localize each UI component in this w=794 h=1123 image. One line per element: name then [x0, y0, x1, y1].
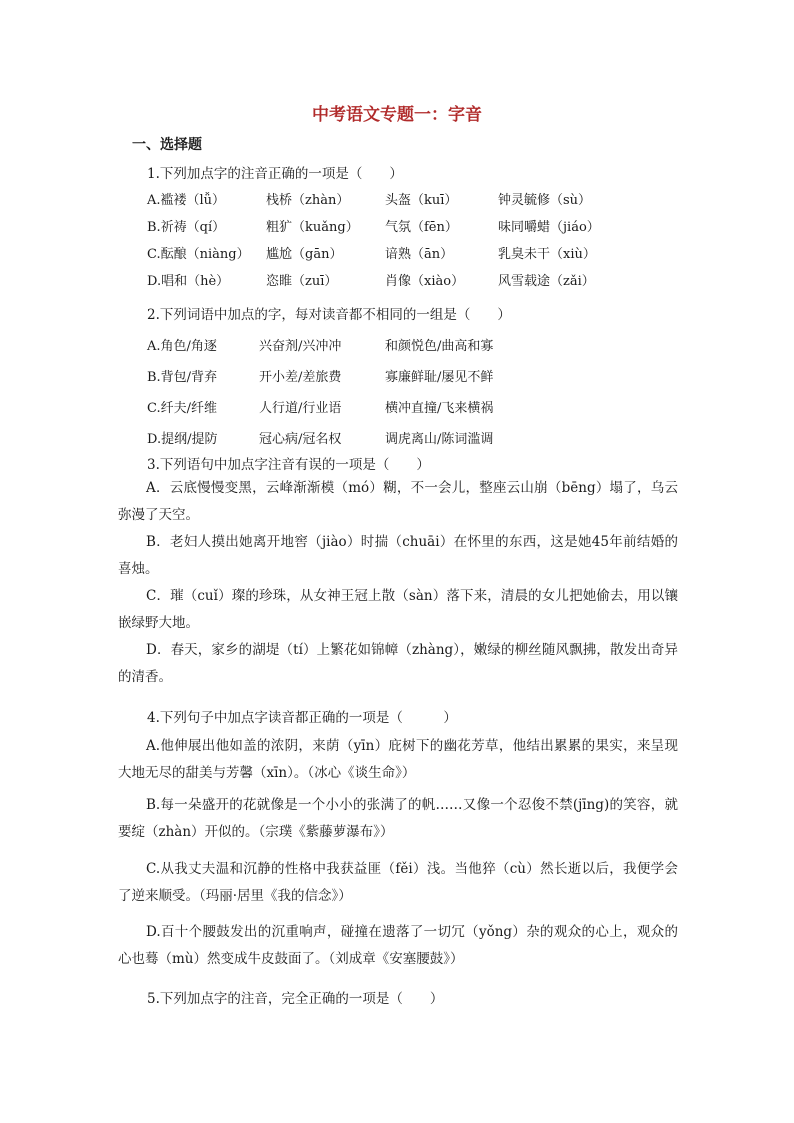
q2-option-cell: A.角色/角逐: [147, 339, 217, 354]
q4-option-a: A.他伸展出他如盖的浓阴，来荫（yīn）庇树下的幽花芳草，他结出累累的果实，来呈现大地无尽的甜美与芳馨（xīn）。（冰心《谈生命》）: [118, 738, 678, 781]
q1-option-cell: 谙熟（ān）: [385, 247, 454, 262]
question-1-stem: 1.下列加点字的注音正确的一项是（ ）: [147, 166, 403, 182]
q2-option-cell: 和颜悦色/曲高和寡: [385, 339, 494, 354]
q4-option-b: B.每一朵盛开的花就像是一个小小的张满了的帆……又像一个忍俊不禁(jīng)的笑容，就要绽（zhàn）开似的。（宗璞《紫藤萝瀑布》）: [118, 797, 678, 840]
q3-option-a: A．云底慢慢变黑，云峰渐渐模（mó）糊，不一会儿，整座云山崩（bēng）塌了，乌云弥漫了天空。: [118, 480, 678, 523]
q2-option-cell: B.背包/背弃: [147, 370, 218, 385]
question-2-stem: 2.下列词语中加点的字，每对读音都不相同的一组是（ ）: [147, 307, 511, 323]
q1-option-cell: 钟灵毓修（sù）: [498, 193, 592, 208]
q1-option-cell: 头盔（kuī）: [385, 193, 458, 208]
q2-option-cell: 人行道/行业语: [259, 401, 342, 416]
page-title: 中考语文专题一：字音: [312, 105, 482, 125]
q3-option-c: C．璀（cuǐ）璨的珍珠，从女神王冠上散（sàn）落下来，清晨的女儿把她偷去，用以镶嵌绿野大地。: [118, 588, 678, 631]
q2-option-cell: 寡廉鲜耻/屡见不鲜: [385, 370, 494, 385]
section-heading: 一、选择题: [132, 137, 202, 153]
q1-option-cell: 风雪载途（zǎi）: [498, 274, 595, 289]
q1-option-cell: 味同嚼蜡（jiáo）: [498, 220, 600, 235]
q3-option-b: B．老妇人摸出她离开地窖（jiào）时揣（chuāi）在怀里的东西，这是她45年前结婚的喜烛。: [118, 534, 678, 577]
question-4-stem: 4.下列句子中加点字读音都正确的一项是（ ）: [147, 710, 457, 726]
q1-option-cell: 栈桥（zhàn）: [266, 193, 350, 208]
q2-option-cell: D.提纲/提防: [147, 432, 218, 447]
question-5-stem: 5.下列加点字的注音，完全正确的一项是（ ）: [147, 991, 444, 1007]
question-3-stem: 3.下列语句中加点字注音有误的一项是（ ）: [147, 457, 430, 473]
q3-option-d: D．春天，家乡的湖堤（tí）上繁花如锦幛（zhàng），嫩绿的柳丝随风飘拂，散发出奇异的清香。: [118, 642, 678, 685]
q2-option-cell: 横冲直撞/飞来横祸: [385, 401, 494, 416]
q2-option-cell: 冠心病/冠名权: [259, 432, 342, 447]
q1-option-cell: B.祈祷（qí）: [147, 220, 226, 235]
q1-option-cell: 气氛（fēn）: [385, 220, 458, 235]
q1-option-cell: 尴尬（gān）: [266, 247, 343, 262]
q1-option-cell: 肖像（xiào）: [385, 274, 465, 289]
q4-option-d: D.百十个腰鼓发出的沉重响声，碰撞在遗落了一切冗（yǒng）杂的观众的心上，观众的心也蓦（mù）然变成牛皮鼓面了。（刘成章《安塞腰鼓》）: [118, 924, 678, 967]
q4-option-c: C.从我丈夫温和沉静的性格中我获益匪（fěi）浅。当他猝（cù）然长逝以后，我便学会了逆来顺受。（玛丽·居里《我的信念》）: [118, 861, 678, 904]
q2-option-cell: 调虎离山/陈词滥调: [385, 432, 494, 447]
q1-option-cell: D.唱和（hè）: [147, 274, 230, 289]
q1-option-cell: 乳臭未干（xiù）: [498, 247, 596, 262]
q2-option-cell: 开小差/差旅费: [259, 370, 342, 385]
q2-option-cell: 兴奋剂/兴冲冲: [259, 339, 342, 354]
q1-option-cell: 恣睢（zuī）: [266, 274, 338, 289]
q1-option-cell: A.褴褛（lǚ）: [147, 193, 226, 208]
q1-option-cell: C.酝酿（niàng）: [147, 247, 250, 262]
q1-option-cell: 粗犷（kuǎng）: [266, 220, 359, 235]
q2-option-cell: C.纤夫/纤维: [147, 401, 217, 416]
